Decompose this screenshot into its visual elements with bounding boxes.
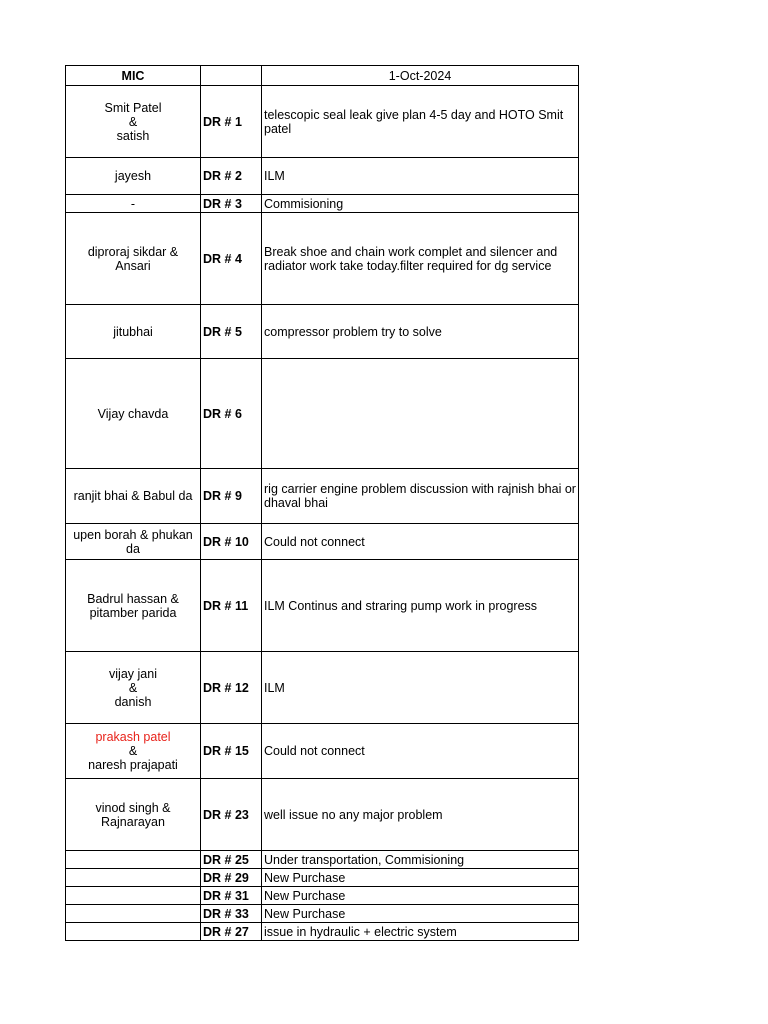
dr-id-cell[interactable]: DR # 10 [201, 524, 262, 560]
status-cell[interactable]: New Purchase [262, 869, 579, 887]
mic-name-line: danish [114, 694, 152, 709]
dr-id-cell[interactable]: DR # 15 [201, 724, 262, 779]
mic-name-line: Ansari [115, 258, 151, 273]
table-row [66, 524, 579, 560]
status-cell[interactable]: New Purchase [262, 887, 579, 905]
dr-id-cell[interactable]: DR # 9 [201, 469, 262, 524]
mic-cell[interactable] [66, 851, 201, 869]
table-row [66, 724, 579, 779]
table-row [66, 887, 579, 905]
table-row [66, 195, 579, 213]
dr-id-cell[interactable]: DR # 1 [201, 86, 262, 158]
table-row [66, 305, 579, 359]
mic-cell[interactable] [66, 923, 201, 941]
dr-id-cell[interactable]: DR # 3 [201, 195, 262, 213]
mic-cell[interactable] [66, 524, 201, 560]
mic-cell[interactable] [66, 560, 201, 652]
status-cell[interactable]: telescopic seal leak give plan 4-5 day and HOTO Smit patel [262, 86, 579, 158]
dr-header-cell[interactable] [201, 66, 262, 86]
status-cell[interactable]: Could not connect [262, 524, 579, 560]
table-row [66, 213, 579, 305]
mic-name-line: vinod singh & [95, 800, 171, 815]
dr-id-cell[interactable]: DR # 11 [201, 560, 262, 652]
mic-name-line: Rajnarayan [101, 814, 165, 829]
status-sheet-table [65, 65, 579, 941]
dr-id-cell[interactable]: DR # 6 [201, 359, 262, 469]
table-row [66, 779, 579, 851]
mic-name-line: prakash patel [95, 730, 171, 744]
status-cell[interactable]: rig carrier engine problem discussion with rajnish bhai or dhaval bhai [262, 469, 579, 524]
mic-cell[interactable] [66, 359, 201, 469]
mic-name-line: satish [116, 128, 150, 143]
mic-name-line: diproraj sikdar & [87, 244, 179, 259]
mic-cell[interactable] [66, 158, 201, 195]
date-header-cell[interactable]: 1-Oct-2024 [262, 66, 579, 86]
mic-cell[interactable] [66, 213, 201, 305]
mic-name-line: naresh prajapati [88, 758, 178, 772]
table-row [66, 359, 579, 469]
status-cell[interactable] [262, 359, 579, 469]
status-cell[interactable]: Could not connect [262, 724, 579, 779]
table-row [66, 158, 579, 195]
mic-name-line: & [128, 744, 138, 758]
mic-name-line: & [128, 680, 138, 695]
status-cell[interactable]: issue in hydraulic + electric system [262, 923, 579, 941]
status-cell[interactable]: ILM [262, 158, 579, 195]
table-row [66, 923, 579, 941]
mic-name-line: vijay jani [109, 666, 157, 681]
table-row [66, 560, 579, 652]
mic-name-line: jayesh [114, 169, 152, 183]
status-cell[interactable]: Break shoe and chain work complet and silencer and radiator work take today.filter required for dg service [262, 213, 579, 305]
mic-cell[interactable] [66, 887, 201, 905]
mic-name-line: & [128, 114, 138, 129]
status-cell[interactable]: Commisioning [262, 195, 579, 213]
dr-id-cell[interactable]: DR # 31 [201, 887, 262, 905]
mic-name-line: upen borah & phukan [73, 527, 193, 542]
header-row [66, 66, 579, 86]
mic-cell[interactable] [66, 869, 201, 887]
mic-name-line: - [130, 196, 136, 211]
dr-id-cell[interactable]: DR # 2 [201, 158, 262, 195]
dr-id-cell[interactable]: DR # 5 [201, 305, 262, 359]
mic-cell[interactable] [66, 305, 201, 359]
mic-name-line: Vijay chavda [97, 406, 169, 421]
status-cell[interactable]: New Purchase [262, 905, 579, 923]
mic-cell[interactable] [66, 724, 201, 779]
dr-id-cell[interactable]: DR # 12 [201, 652, 262, 724]
dr-id-cell[interactable]: DR # 4 [201, 213, 262, 305]
table-row [66, 652, 579, 724]
status-cell[interactable]: well issue no any major problem [262, 779, 579, 851]
status-cell[interactable]: ILM Continus and straring pump work in progress [262, 560, 579, 652]
mic-name-line: ranjit bhai & Babul da [73, 489, 193, 503]
status-cell[interactable]: compressor problem try to solve [262, 305, 579, 359]
status-cell[interactable]: Under transportation, Commisioning [262, 851, 579, 869]
mic-name-line: jitubhai [113, 324, 153, 339]
mic-cell[interactable] [66, 469, 201, 524]
mic-name-line: da [126, 541, 140, 556]
table-row [66, 869, 579, 887]
mic-cell[interactable] [66, 652, 201, 724]
sheet-body [66, 66, 579, 941]
dr-id-cell[interactable]: DR # 23 [201, 779, 262, 851]
table-row [66, 86, 579, 158]
mic-cell[interactable] [66, 86, 201, 158]
mic-cell[interactable] [66, 905, 201, 923]
dr-id-cell[interactable]: DR # 25 [201, 851, 262, 869]
dr-id-cell[interactable]: DR # 27 [201, 923, 262, 941]
mic-name-line: Smit Patel [104, 100, 162, 115]
table-row [66, 905, 579, 923]
dr-id-cell[interactable]: DR # 29 [201, 869, 262, 887]
status-cell[interactable]: ILM [262, 652, 579, 724]
mic-name-line: Badrul hassan & [87, 591, 179, 606]
mic-header-cell[interactable]: MIC [66, 66, 201, 86]
mic-name-line: pitamber parida [89, 605, 177, 620]
table-row [66, 851, 579, 869]
mic-cell[interactable] [66, 779, 201, 851]
mic-cell[interactable] [66, 195, 201, 213]
dr-id-cell[interactable]: DR # 33 [201, 905, 262, 923]
table-row [66, 469, 579, 524]
